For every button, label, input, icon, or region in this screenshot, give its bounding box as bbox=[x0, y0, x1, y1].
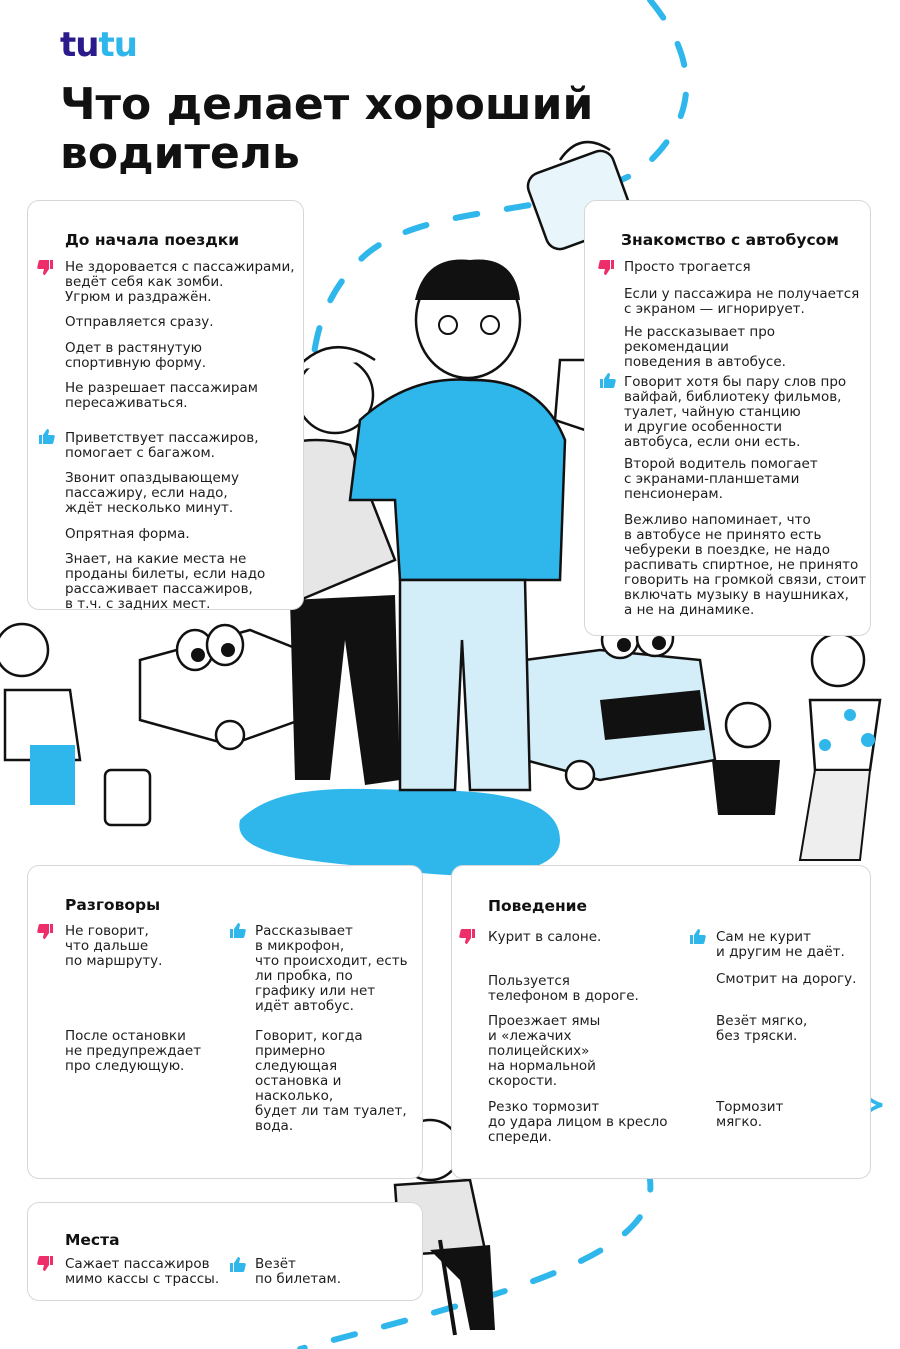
bad-item: Одет в растянутую спортивную форму. bbox=[65, 340, 206, 371]
family-right-illustration bbox=[712, 634, 880, 860]
bad-item: Просто трогается bbox=[624, 259, 751, 275]
bad-item: Не рассказывает про рекомендации поведения в автобусе. bbox=[624, 324, 786, 370]
logo-part-light: tu bbox=[98, 25, 137, 65]
good-item: Знает, на какие места не проданы билеты, если надо рассаживает пассажиров, в т.ч. с задних мест. bbox=[65, 551, 266, 612]
bad-item: Если у пассажира не получается с экраном — игнорирует. bbox=[624, 286, 860, 317]
thumbs-down-icon bbox=[37, 923, 55, 941]
ground-blob bbox=[239, 789, 560, 876]
good-item: Везёт по билетам. bbox=[255, 1256, 342, 1287]
good-item: Говорит хотя бы пару слов про вайфай, библиотеку фильмов, туалет, чайную станцию и другие особенности автобуса, если они есть. bbox=[624, 374, 847, 450]
good-item: Сам не курит и другим не даёт. bbox=[716, 929, 845, 960]
tutu-logo[interactable] bbox=[60, 25, 137, 65]
thumbs-down-icon bbox=[598, 259, 616, 277]
card-heading: До начала поездки bbox=[65, 231, 240, 249]
card-bus-intro bbox=[584, 200, 871, 636]
good-item: Смотрит на дорогу. bbox=[716, 971, 857, 987]
thumbs-up-icon bbox=[598, 371, 616, 389]
bad-item: Сажает пассажиров мимо кассы с трассы. bbox=[65, 1256, 220, 1287]
card-behavior bbox=[451, 865, 871, 1179]
bad-item: Пользуется телефоном в дороге. bbox=[488, 973, 639, 1004]
thumbs-up-icon bbox=[688, 927, 706, 945]
bad-item: Резко тормозит до удара лицом в кресло спереди. bbox=[488, 1099, 668, 1145]
logo-part-dark: tu bbox=[60, 25, 99, 65]
bus-left-illustration bbox=[140, 625, 300, 749]
good-item: Вежливо напоминает, что в автобусе не принято есть чебуреки в поездке, не надо распивать спиртное, не принято говорить на громкой связи, стоит включать музыку в наушниках, а не на динамике. bbox=[624, 512, 867, 618]
thumbs-up-icon bbox=[37, 427, 55, 445]
good-item: Второй водитель помогает с экранами-планшетами пенсионерам. bbox=[624, 456, 818, 502]
good-item: Опрятная форма. bbox=[65, 526, 190, 542]
good-item: Говорит, когда примерно следующая остановка и насколько, будет ли там туалет, вода. bbox=[255, 1028, 407, 1134]
card-talks bbox=[27, 865, 423, 1179]
good-item: Приветствует пассажиров, помогает с багажом. bbox=[65, 430, 259, 461]
page-title: Что делает хороший водитель bbox=[60, 79, 594, 179]
card-before-trip bbox=[27, 200, 304, 610]
good-item: Рассказывает в микрофон, что происходит, есть ли пробка, по графику или нет идёт автобус. bbox=[255, 923, 408, 1014]
thumbs-down-icon bbox=[37, 1255, 55, 1273]
card-heading: Разговоры bbox=[65, 896, 161, 914]
thumbs-up-icon bbox=[228, 1255, 246, 1273]
good-item: Звонит опаздывающему пассажиру, если надо, ждёт несколько минут. bbox=[65, 470, 239, 516]
card-seats bbox=[27, 1202, 423, 1301]
bad-item: Проезжает ямы и «лежачих полицейских» на нормальной скорости. bbox=[488, 1013, 601, 1089]
card-heading: Знакомство с автобусом bbox=[621, 231, 839, 249]
bad-item: Не здоровается с пассажирами, ведёт себя как зомби. Угрюм и раздражён. bbox=[65, 259, 295, 305]
good-item: Тормозит мягко. bbox=[716, 1099, 784, 1130]
bad-item: Курит в салоне. bbox=[488, 929, 602, 945]
card-heading: Поведение bbox=[488, 897, 588, 915]
bus-right-illustration bbox=[525, 620, 715, 789]
thumbs-down-icon bbox=[459, 928, 477, 946]
bad-item: Не разрешает пассажирам пересаживаться. bbox=[65, 380, 258, 411]
bad-item: После остановки не предупреждает про следующую. bbox=[65, 1028, 202, 1074]
bad-item: Не говорит, что дальше по маршруту. bbox=[65, 923, 163, 969]
good-item: Везёт мягко, без тряски. bbox=[716, 1013, 808, 1044]
thumbs-up-icon bbox=[228, 921, 246, 939]
traveler-left-illustration bbox=[0, 624, 150, 825]
thumbs-down-icon bbox=[37, 259, 55, 277]
card-heading: Места bbox=[65, 1231, 120, 1249]
bad-item: Отправляется сразу. bbox=[65, 314, 214, 330]
